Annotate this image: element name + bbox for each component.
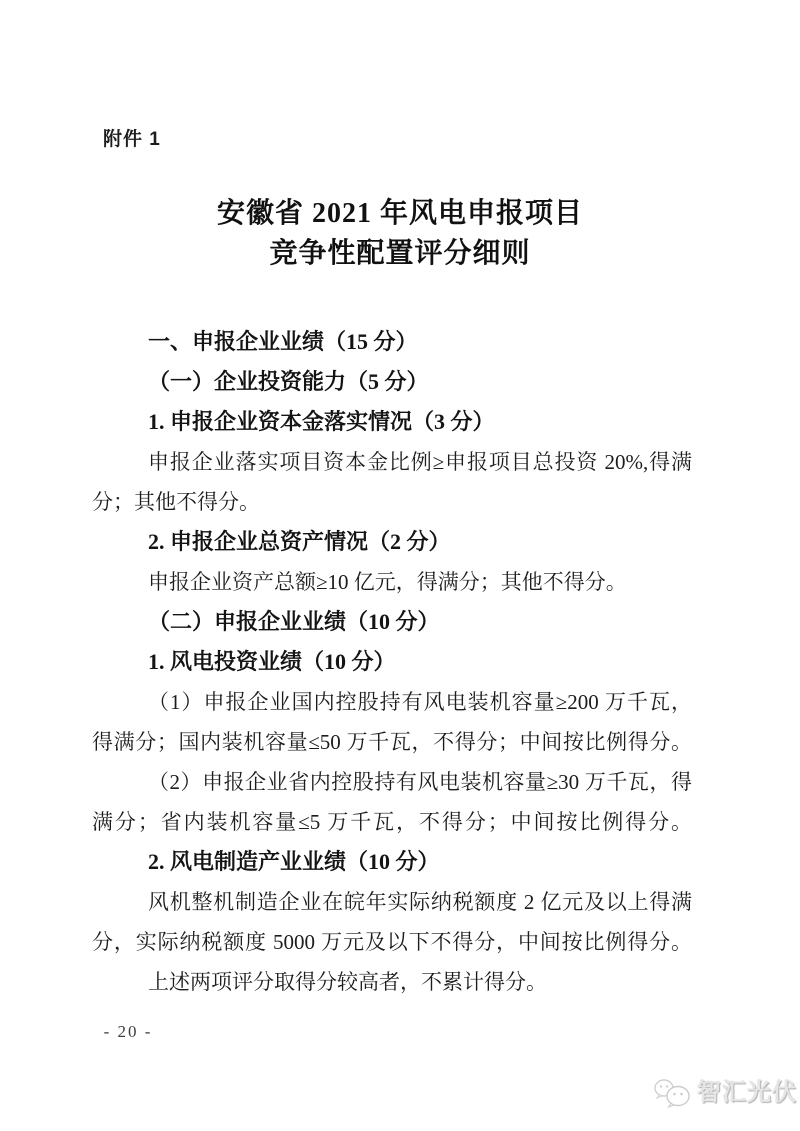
document-title — [0, 194, 800, 274]
body-line: 2. 风电制造产业业绩（10 分） — [148, 849, 440, 874]
document-title-line2: 竞争性配置评分细则 — [269, 238, 531, 269]
body-line: （1）申报企业国内控股持有风电装机容量≥200 万千瓦， — [148, 690, 692, 714]
body-line: （2）申报企业省内控股持有风电装机容量≥30 万千瓦，得 — [148, 770, 692, 794]
body-line: （二）申报企业业绩（10 分） — [148, 609, 440, 634]
body-line: 1. 申报企业资本金落实情况（3 分） — [148, 409, 495, 434]
body-line: 分；其他不得分。 — [92, 490, 260, 514]
body-line: 一、申报企业业绩（15 分） — [148, 329, 418, 354]
document-body — [92, 322, 692, 1002]
document-title-line1: 安徽省 2021 年风电申报项目 — [216, 198, 583, 229]
watermark — [652, 1077, 797, 1109]
body-line: 上述两项评分取得分较高者，不累计得分。 — [148, 970, 547, 994]
body-line: （一）企业投资能力（5 分） — [148, 369, 429, 394]
attachment-label: 附件 1 — [103, 129, 161, 150]
body-line: 1. 风电投资业绩（10 分） — [148, 649, 396, 674]
body-line: 2. 申报企业总资产情况（2 分） — [148, 529, 451, 554]
body-line: 风机整机制造企业在皖年实际纳税额度 2 亿元及以上得满 — [148, 890, 692, 914]
body-line: 得满分；国内装机容量≤50 万千瓦，不得分；中间按比例得分。 — [92, 730, 692, 754]
wechat-bubbles-icon — [652, 1078, 692, 1108]
watermark-label: 智汇光伏 — [697, 1079, 797, 1106]
body-line: 满分；省内装机容量≤5 万千瓦，不得分；中间按比例得分。 — [92, 810, 692, 834]
body-line: 分，实际纳税额度 5000 万元及以下不得分，中间按比例得分。 — [92, 930, 692, 954]
page-number: - 20 - — [103, 1022, 153, 1041]
body-line: 申报企业落实项目资本金比例≥申报项目总投资 20%,得满 — [148, 450, 692, 474]
body-line: 申报企业资产总额≥10 亿元，得满分；其他不得分。 — [148, 570, 627, 594]
